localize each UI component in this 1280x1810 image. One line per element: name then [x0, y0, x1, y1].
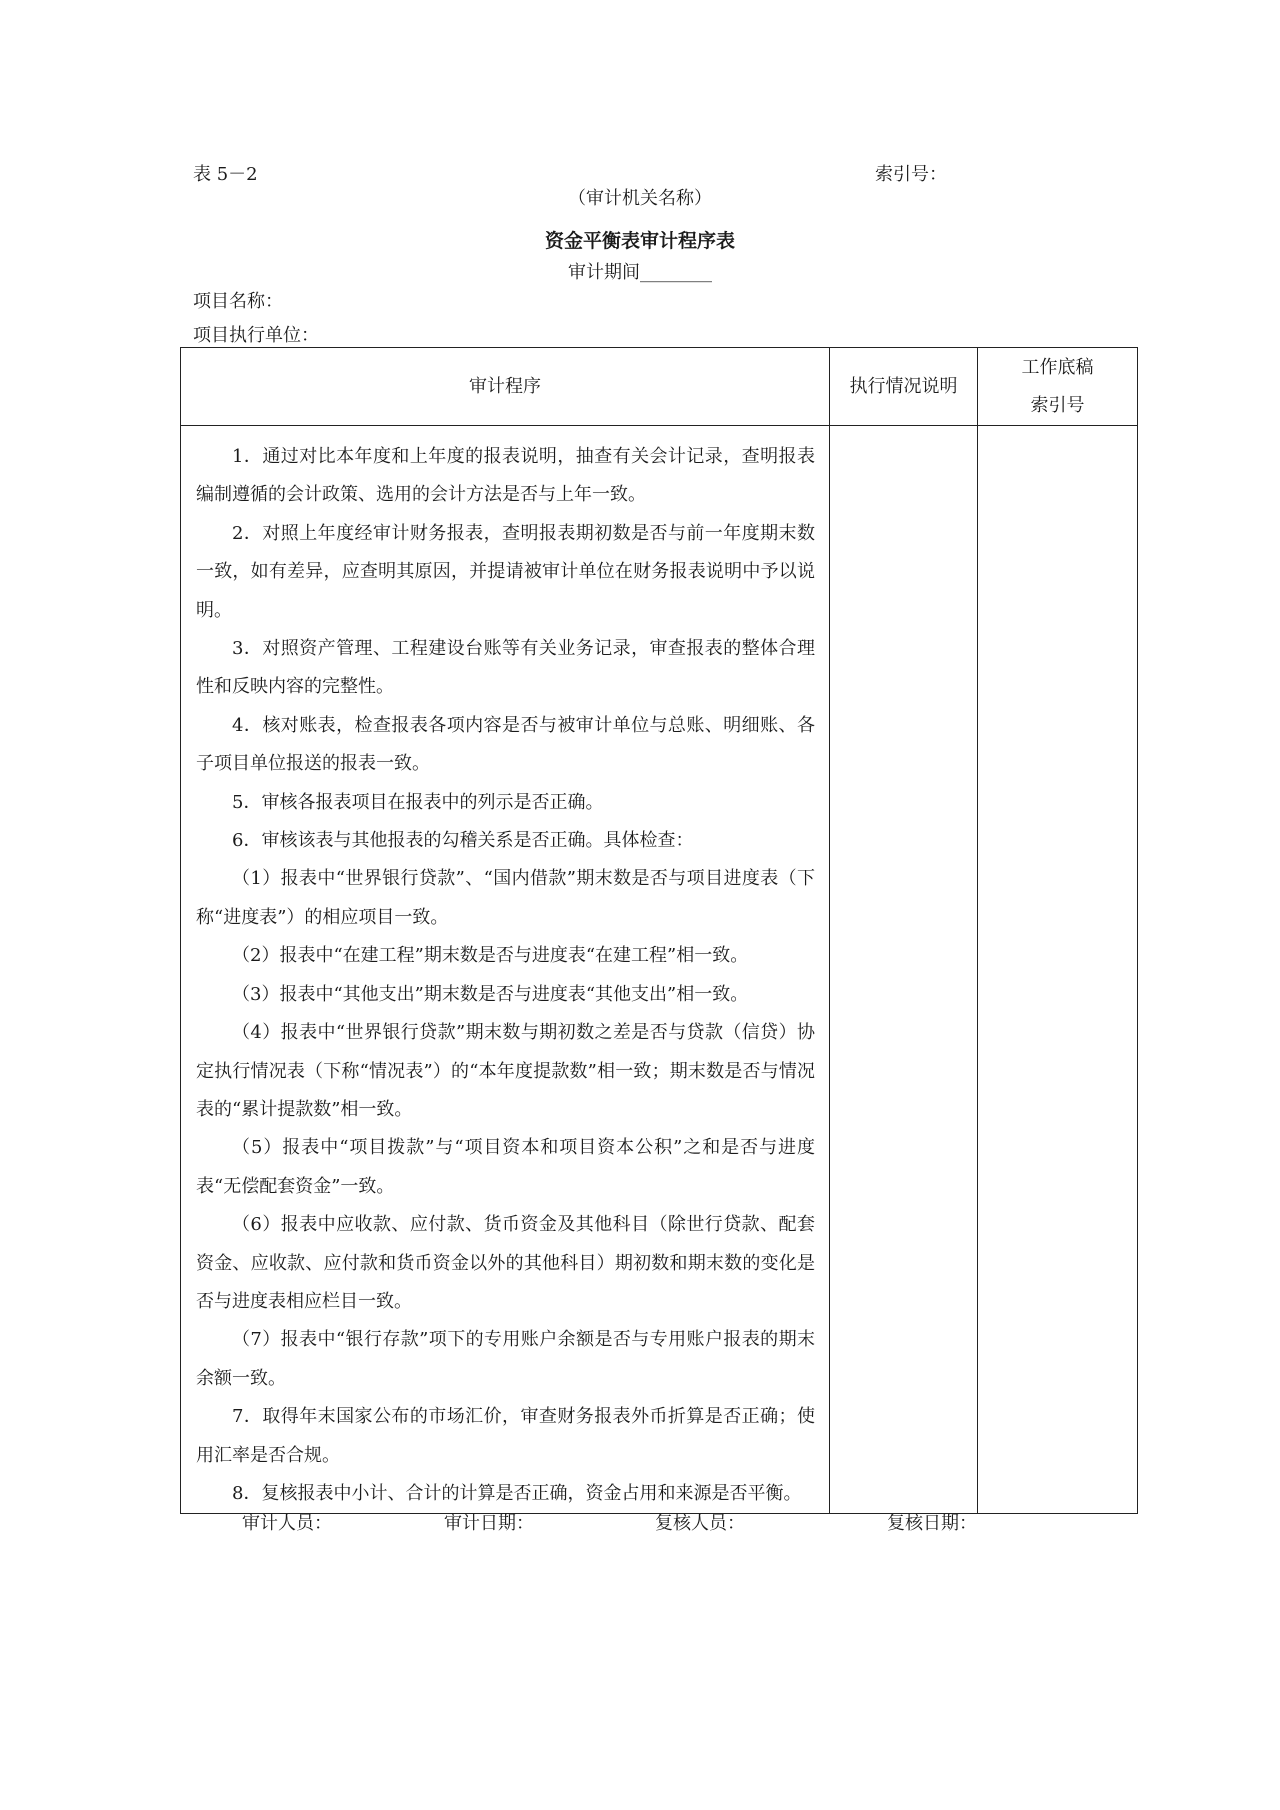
procedure-substep: （3）报表中“其他支出”期末数是否与进度表“其他支出”相一致。 — [232, 983, 749, 1005]
procedure-step: 2．对照上年度经审计财务报表，查明报表期初数是否与前一年度期末数一致，如有差异，应查明其原因，并提请被审计单位在财务报表说明中予以说明。 — [196, 522, 815, 621]
procedure-step: 7．取得年末国家公布的市场汇价，审查财务报表外币折算是否正确；使用汇率是否合规。 — [196, 1406, 815, 1466]
reviewer-label: 复核人员： — [655, 1513, 745, 1534]
procedure-step: 6．审核该表与其他报表的勾稽关系是否正确。具体检查： — [232, 830, 694, 852]
procedure-step: 8．复核报表中小计、合计的计算是否正确，资金占用和来源是否平衡。 — [232, 1482, 802, 1504]
procedure-step: 4．核对账表，检查报表各项内容是否与被审计单位与总账、明细账、各子项目单位报送的报表一致。 — [196, 714, 815, 775]
procedure-substep: （7）报表中“银行存款”项下的专用账户余额是否与专用账户报表的期末余额一致。 — [196, 1329, 815, 1389]
header-workpaper-line2: 索引号 — [1030, 394, 1085, 416]
procedure-step: 3．对照资产管理、工程建设台账等有关业务记录，审查报表的整体合理性和反映内容的完整性。 — [196, 638, 815, 698]
audit-organization-name: （审计机关名称） — [568, 188, 712, 209]
execution-notes-cell[interactable] — [830, 426, 978, 1514]
review-date-label: 复核日期： — [887, 1513, 977, 1534]
procedure-steps-cell — [181, 426, 830, 1514]
index-number-label: 索引号： — [875, 164, 947, 185]
auditor-label: 审计人员： — [242, 1513, 332, 1534]
procedure-step: 1．通过对比本年度和上年度的报表说明，抽查有关会计记录，查明报表编制遵循的会计政策、选用的会计方法是否与上年一致。 — [196, 446, 815, 506]
header-workpaper-line1: 工作底稿 — [1021, 356, 1094, 378]
table-body-row — [181, 426, 1138, 1514]
audit-period: 审计期间________ — [568, 262, 712, 283]
page-title: 资金平衡表审计程序表 — [544, 230, 735, 252]
procedure-steps — [181, 426, 829, 1513]
workpaper-index-cell[interactable] — [978, 426, 1138, 1514]
procedure-substep: （2）报表中“在建工程”期末数是否与进度表“在建工程”相一致。 — [232, 945, 749, 967]
procedure-substep: （5）报表中“项目拨款”与“项目资本和项目资本公积”之和是否与进度表“无偿配套资金”一致。 — [196, 1137, 815, 1197]
header-audit-procedure: 审计程序 — [181, 348, 830, 426]
project-name-label: 项目名称： — [193, 291, 283, 312]
table-header-row — [181, 348, 1138, 426]
audit-date-label: 审计日期： — [444, 1513, 534, 1534]
project-unit-label: 项目执行单位： — [193, 325, 319, 346]
header-execution-notes: 执行情况说明 — [830, 348, 978, 426]
procedure-substep: （1）报表中“世界银行贷款”、“国内借款”期末数是否与项目进度表（下称“进度表”）的相应项目一致。 — [196, 868, 815, 928]
audit-procedure-table — [180, 347, 1138, 1514]
header-workpaper-index — [978, 348, 1138, 426]
procedure-step: 5．审核各报表项目在报表中的列示是否正确。 — [232, 791, 604, 813]
procedure-substep: （6）报表中应收款、应付款、货币资金及其他科目（除世行贷款、配套资金、应收款、应付款和货币资金以外的其他科目）期初数和期末数的变化是否与进度表相应栏目一致。 — [196, 1214, 815, 1312]
table-number: 表 5－2 — [193, 164, 258, 185]
procedure-substep: （4）报表中“世界银行贷款”期末数与期初数之差是否与贷款（信贷）协定执行情况表（下称“情况表”）的“本年度提款数”相一致；期末数是否与情况表的“累计提款数”相一致。 — [196, 1022, 815, 1120]
